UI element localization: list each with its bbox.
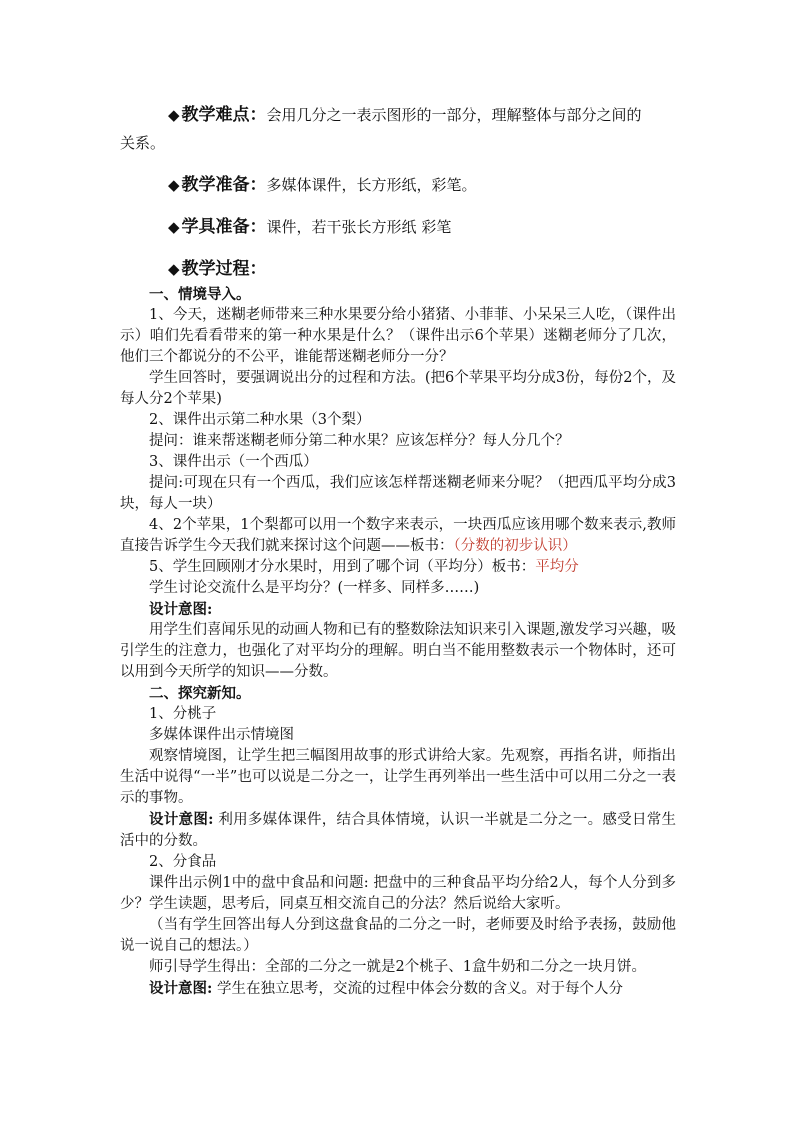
prep-label: 教学准备： [181,175,267,195]
design-intent [120,978,676,1000]
paragraph: 学生回答时，要强调说出分的过程和方法。(把6个苹果平均分成3份，每份2个，及每人分2个苹果) [120,370,676,407]
paragraph: 课件出示例1中的盘中食品和问题: 把盘中的三种食品平均分给2人，每个人分到多少？学生读题，思考后，同桌互相交流自己的分法？然后说给大家听。 [120,875,676,912]
paragraph: 师引导学生得出：全部的二分之一就是2个桃子、1盒牛奶和二分之一块月饼。 [149,959,646,975]
paragraph: 3、课件出示（一个西瓜） [149,454,318,470]
difficulty-text: 会用几分之一表示图形的一部分，理解整体与部分之间的 [266,106,642,124]
paragraph: 提问:可现在只有一个西瓜，我们应该怎样帮迷糊老师来分呢？（把西瓜平均分成3块，每人一块） [120,475,676,512]
paragraph: 提问：谁来帮迷糊老师分第二种水果？应该怎样分？每人分几个？ [149,433,570,449]
paragraph: （当有学生回答出每人分到这盘食品的二分之一时，老师要及时给予表扬，鼓励他说一说自己的想法。） [120,917,676,954]
paragraph-text: 5、学生回顾刚才分水果时，用到了哪个词（平均分）板书： [149,559,536,575]
design-intent-label: 设计意图: [149,601,213,618]
board-title-red: （分数的初步认识） [453,538,577,554]
process-heading [120,254,676,284]
difficulty-label: 教学难点： [181,105,267,125]
diamond-bullet-icon: ◆ [168,218,180,236]
section-2-heading: 二、探究新知。 [149,685,251,702]
diamond-bullet-icon: ◆ [168,260,180,278]
tools-text: 课件，若干张长方形纸 彩笔 [266,218,452,236]
paragraph: 1、今天，迷糊老师带来三种水果要分给小猪猪、小菲菲、小呆呆三人吃，（课件出示）咱们先看看带来的第一种水果是什么？（课件出示6个苹果）迷糊老师分了几次，他们三个都说分的不公平，谁能帮迷糊老师分一分？ [120,307,676,365]
difficulty-text-cont: 关系。 [120,134,166,152]
prep-heading [120,170,676,200]
diamond-bullet-icon: ◆ [168,176,180,194]
process-label: 教学过程： [181,259,267,279]
document-body [120,100,676,1000]
diamond-bullet-icon: ◆ [168,106,180,124]
design-intent-label: 设计意图: [149,980,213,997]
paragraph [120,515,676,557]
paragraph: 1、分桃子 [149,706,217,722]
paragraph: 多媒体课件出示情境图 [149,727,294,743]
paragraph-text: 4、2个苹果，1个梨都可以用一个数字来表示，一块西瓜应该用哪个数来表示,教师直接告诉学生今天我们就来探讨这个问题——板书： [120,517,676,554]
design-intent-text: 学生在独立思考，交流的过程中体会分数的含义。对于每个人分 [212,981,623,997]
section-1-heading: 一、情境导入。 [149,286,251,303]
tools-label: 学具准备： [181,217,267,237]
paragraph: 学生讨论交流什么是平均分？(一样多、同样多……) [149,580,480,596]
design-intent [120,809,676,852]
design-intent-text: 用学生们喜闻乐见的动画人物和已有的整数除法知识来引入课题,激发学习兴趣，吸引学生的注意力，也强化了对平均分的理解。明白当不能用整数表示一个物体时，还可以用到今天所学的知识——分数。 [120,622,676,680]
difficulty-heading [120,100,676,130]
design-intent-text: 利用多媒体课件，结合具体情境，认识一半就是二分之一。感受日常生活中的分数。 [120,812,677,849]
paragraph: 2、课件出示第二种水果（3个梨） [149,412,371,428]
prep-text: 多媒体课件，长方形纸，彩笔。 [266,176,477,194]
paragraph: 2、分食品 [149,854,217,870]
paragraph: 观察情境图，让学生把三幅图用故事的形式讲给大家。先观察，再指名讲，师指出生活中说得“一半”也可以说是二分之一，让学生再列举出一些生活中可以用二分之一表示的事物。 [120,748,676,806]
paragraph [120,557,676,578]
design-intent-label: 设计意图: [149,811,214,828]
tools-heading [120,212,676,242]
board-word-red: 平均分 [535,559,579,575]
